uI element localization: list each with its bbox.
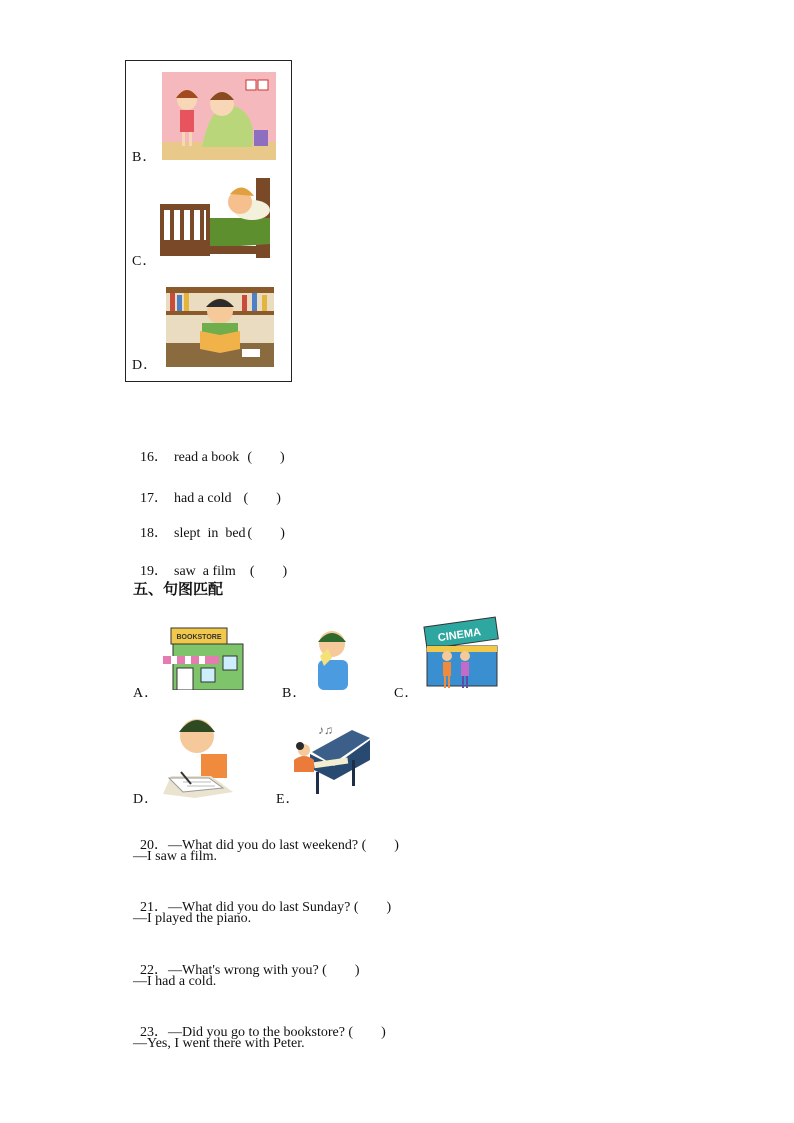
option-a-label: A． — [133, 686, 160, 701]
option-d-label: D． — [133, 792, 160, 807]
bookstore-sign-text: BOOKSTORE — [176, 634, 222, 641]
question-number: 16． — [140, 450, 168, 465]
cinema-sign-text: CINEMA — [437, 626, 482, 645]
answer-blank[interactable]: ( ) — [247, 526, 285, 541]
question-text: —What did you do last Sunday? ( ) — [168, 900, 392, 915]
answer-blank[interactable]: ( ) — [243, 491, 281, 506]
boy-sleeping-in-bed-picture — [160, 178, 274, 264]
answer-blank[interactable]: ( ) — [247, 450, 285, 465]
boy-sneezing-picture — [306, 626, 352, 690]
option-b-label: B． — [132, 150, 158, 165]
question-text: —What did you do last weekend? ( ) — [168, 838, 399, 853]
question-number: 23． — [140, 1025, 168, 1040]
question-number: 17． — [140, 491, 168, 506]
question-text: —What's wrong with you? ( ) — [168, 963, 360, 978]
cinema-picture — [423, 612, 499, 692]
option-c-label: C． — [132, 254, 158, 269]
question-text: saw a film — [174, 564, 236, 579]
question-16 — [133, 430, 285, 466]
answer-20: —I saw a film. — [133, 849, 217, 864]
question-19 — [133, 544, 287, 580]
question-number: 20． — [140, 838, 168, 853]
svg-text:♪♫: ♪♫ — [318, 723, 333, 737]
option-e-label: E． — [276, 792, 301, 807]
girl-caring-for-sick-boy-picture — [162, 72, 276, 160]
boy-writing-picture — [161, 712, 233, 798]
question-text: slept in bed — [174, 526, 246, 541]
option-c-label: C． — [394, 686, 420, 701]
boy-reading-book-picture — [166, 287, 274, 367]
question-number: 22． — [140, 963, 168, 978]
section-heading: 五、句图匹配 — [133, 580, 224, 598]
bookstore-picture — [163, 626, 245, 690]
answer-21: —I played the piano. — [133, 911, 252, 926]
question-17 — [133, 471, 281, 507]
girl-playing-piano-picture — [292, 720, 372, 798]
question-number: 18． — [140, 526, 168, 541]
answer-22: —I had a cold. — [133, 974, 217, 989]
question-number: 21． — [140, 900, 168, 915]
question-text: read a book — [174, 450, 240, 465]
option-d-label: D． — [132, 358, 159, 373]
question-number: 19． — [140, 564, 168, 579]
question-text: —Did you go to the bookstore? ( ) — [168, 1025, 386, 1040]
answer-blank[interactable]: ( ) — [249, 564, 288, 579]
answer-23: —Yes, I went there with Peter. — [133, 1036, 305, 1051]
question-18 — [133, 506, 285, 542]
option-b-label: B． — [282, 686, 308, 701]
question-text: had a cold — [174, 491, 232, 506]
